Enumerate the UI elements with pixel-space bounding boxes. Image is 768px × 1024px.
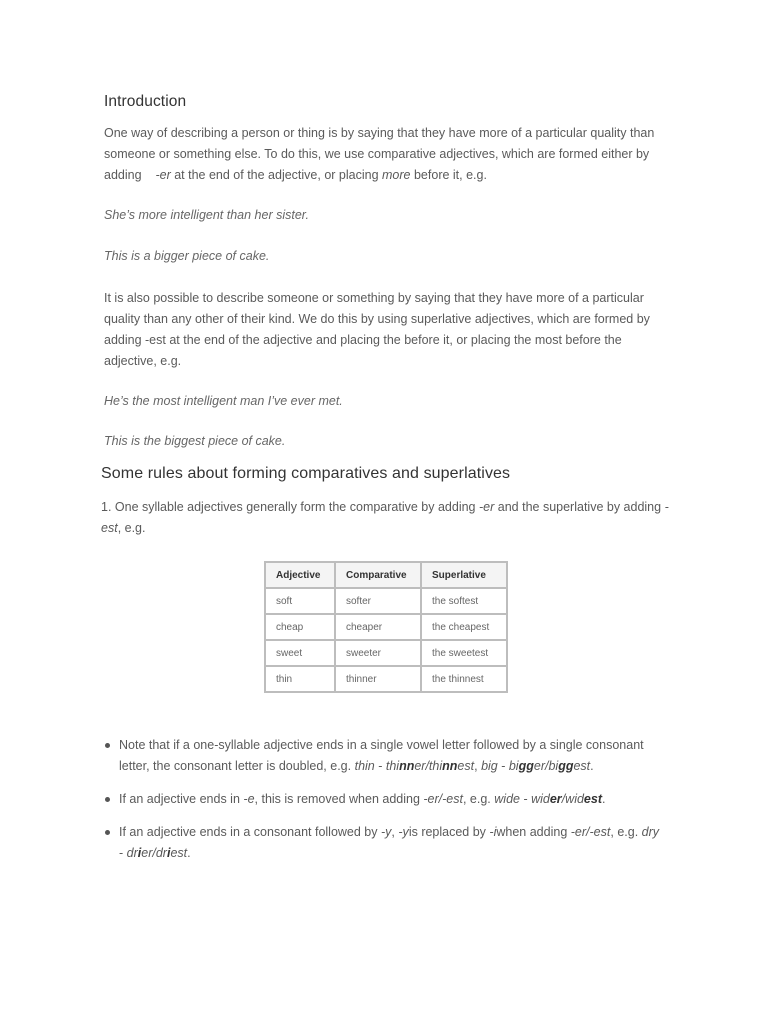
note2-word: wide — [494, 792, 520, 806]
table-cell: softer — [335, 588, 421, 614]
note2-text: If an adjective ends in — [119, 792, 240, 806]
list-item — [101, 822, 661, 864]
note2-part: /wid — [561, 792, 584, 806]
p1-text-d: more — [382, 168, 411, 182]
note3-part: er/dr — [141, 846, 167, 860]
table-row — [265, 614, 507, 640]
notes-list — [101, 735, 661, 876]
note3-text: e.g. — [617, 825, 639, 839]
note2-text: , e.g. — [462, 792, 491, 806]
note1-forms — [386, 759, 474, 773]
note2-bold: er — [549, 792, 562, 806]
rule1-text-b: -er — [479, 500, 495, 514]
note1-part: thi — [385, 759, 400, 773]
note3-part: est — [170, 846, 188, 860]
example-1: She’s more intelligent than her sister. — [104, 208, 309, 222]
note3-suffix: -y — [381, 825, 392, 839]
note2-text: , this is removed when adding — [254, 792, 420, 806]
intro-paragraph-1 — [104, 123, 674, 186]
table-header-adjective: Adjective — [265, 562, 335, 588]
note1-word: big — [481, 759, 498, 773]
p1-text-c: at the end of the adjective, or placing — [174, 168, 379, 182]
note3-text: when adding — [496, 825, 568, 839]
note1-forms — [509, 759, 590, 773]
rules-heading: Some rules about forming comparatives and superlatives — [101, 465, 511, 482]
table-cell: cheap — [265, 614, 335, 640]
table-cell: the thinnest — [421, 666, 507, 692]
note1-word: thin — [354, 759, 375, 773]
note3-period: . — [187, 846, 191, 860]
table-cell: soft — [265, 588, 335, 614]
note3-suffix: -i — [489, 825, 497, 839]
table-row — [265, 640, 507, 666]
rule-1 — [101, 497, 676, 539]
p1-text-e: before it, e.g. — [413, 168, 487, 182]
table-row — [265, 666, 507, 692]
note1-bold: nn — [442, 759, 458, 773]
example-2: This is a bigger piece of cake. — [104, 249, 270, 263]
note3-bold: i — [166, 846, 171, 860]
note1-part: er/bi — [533, 759, 559, 773]
table-cell: sweet — [265, 640, 335, 666]
p1-text-b: -er — [155, 168, 171, 182]
rule1-text-c: and the superlative by adding — [497, 500, 662, 514]
table-cell: cheaper — [335, 614, 421, 640]
table-cell: thin — [265, 666, 335, 692]
table-header-row — [265, 562, 507, 588]
note3-bold: i — [137, 846, 142, 860]
intro-heading: Introduction — [104, 93, 187, 110]
note1-part: bi — [508, 759, 519, 773]
note1-bold: nn — [399, 759, 415, 773]
note1-part: est — [573, 759, 591, 773]
table-cell: the softest — [421, 588, 507, 614]
note3-text: , — [391, 825, 395, 839]
note1-part: er/thi — [414, 759, 443, 773]
note3-text: If an adjective ends in a consonant followed by — [119, 825, 378, 839]
note1-bold: gg — [558, 759, 574, 773]
intro-paragraph-2: It is also possible to describe someone or something by saying that they have more of a particular quality than any other of their kind. We do this by using superlative adjectives, which are formed by adding -est at the end of the adjective and placing the before it, or placing the most before the adjective, e.g. — [104, 291, 650, 368]
note1-dash: - — [497, 759, 509, 773]
note2-bold: est — [583, 792, 602, 806]
note2-part: wid — [531, 792, 550, 806]
table-cell: thinner — [335, 666, 421, 692]
note3-part: dr — [126, 846, 138, 860]
example-3: He’s the most intelligent man I’ve ever met. — [104, 394, 343, 408]
table-cell: sweeter — [335, 640, 421, 666]
p1-text-a: One way of describing a person or thing is by saying that they have more of a particular quality than someone or something else. To do this, we use comparative adjectives, which are formed either by adding — [104, 126, 655, 182]
example-4: This is the biggest piece of cake. — [104, 434, 286, 448]
table-cell: the cheapest — [421, 614, 507, 640]
rule1-text-d: -est — [101, 500, 669, 535]
table-row — [265, 588, 507, 614]
note3-forms — [127, 846, 187, 860]
note3-suffix: -er/-est — [570, 825, 611, 839]
list-item — [101, 735, 661, 777]
table-cell: the sweetest — [421, 640, 507, 666]
note3-word: dry — [641, 825, 660, 839]
note3-text: is replaced by — [408, 825, 486, 839]
list-item — [101, 789, 661, 810]
comparison-table — [264, 561, 508, 693]
rule1-text-e: , e.g. — [117, 521, 146, 535]
note2-dash: - — [519, 792, 532, 806]
note1-sep: , — [474, 759, 482, 773]
table-header-superlative: Superlative — [421, 562, 507, 588]
note1-part: est — [457, 759, 475, 773]
note3-dash: - — [119, 846, 127, 860]
note1-bold: gg — [518, 759, 534, 773]
note2-suffix: -er/-est — [423, 792, 463, 806]
note1-text: Note that if a one-syllable adjective ends in a single vowel letter followed by a single consonant letter, the consonant letter is doubled, e.g. — [119, 738, 644, 773]
note1-dash: - — [374, 759, 386, 773]
note2-forms — [531, 792, 602, 806]
table-header-comparative: Comparative — [335, 562, 421, 588]
note3-text: , — [610, 825, 614, 839]
rule1-text-a: 1. One syllable adjectives generally form the comparative by adding — [101, 500, 476, 514]
note3-suffix: -y — [398, 825, 409, 839]
note1-period: . — [590, 759, 594, 773]
note2-suffix: -e — [243, 792, 255, 806]
note2-period: . — [602, 792, 606, 806]
